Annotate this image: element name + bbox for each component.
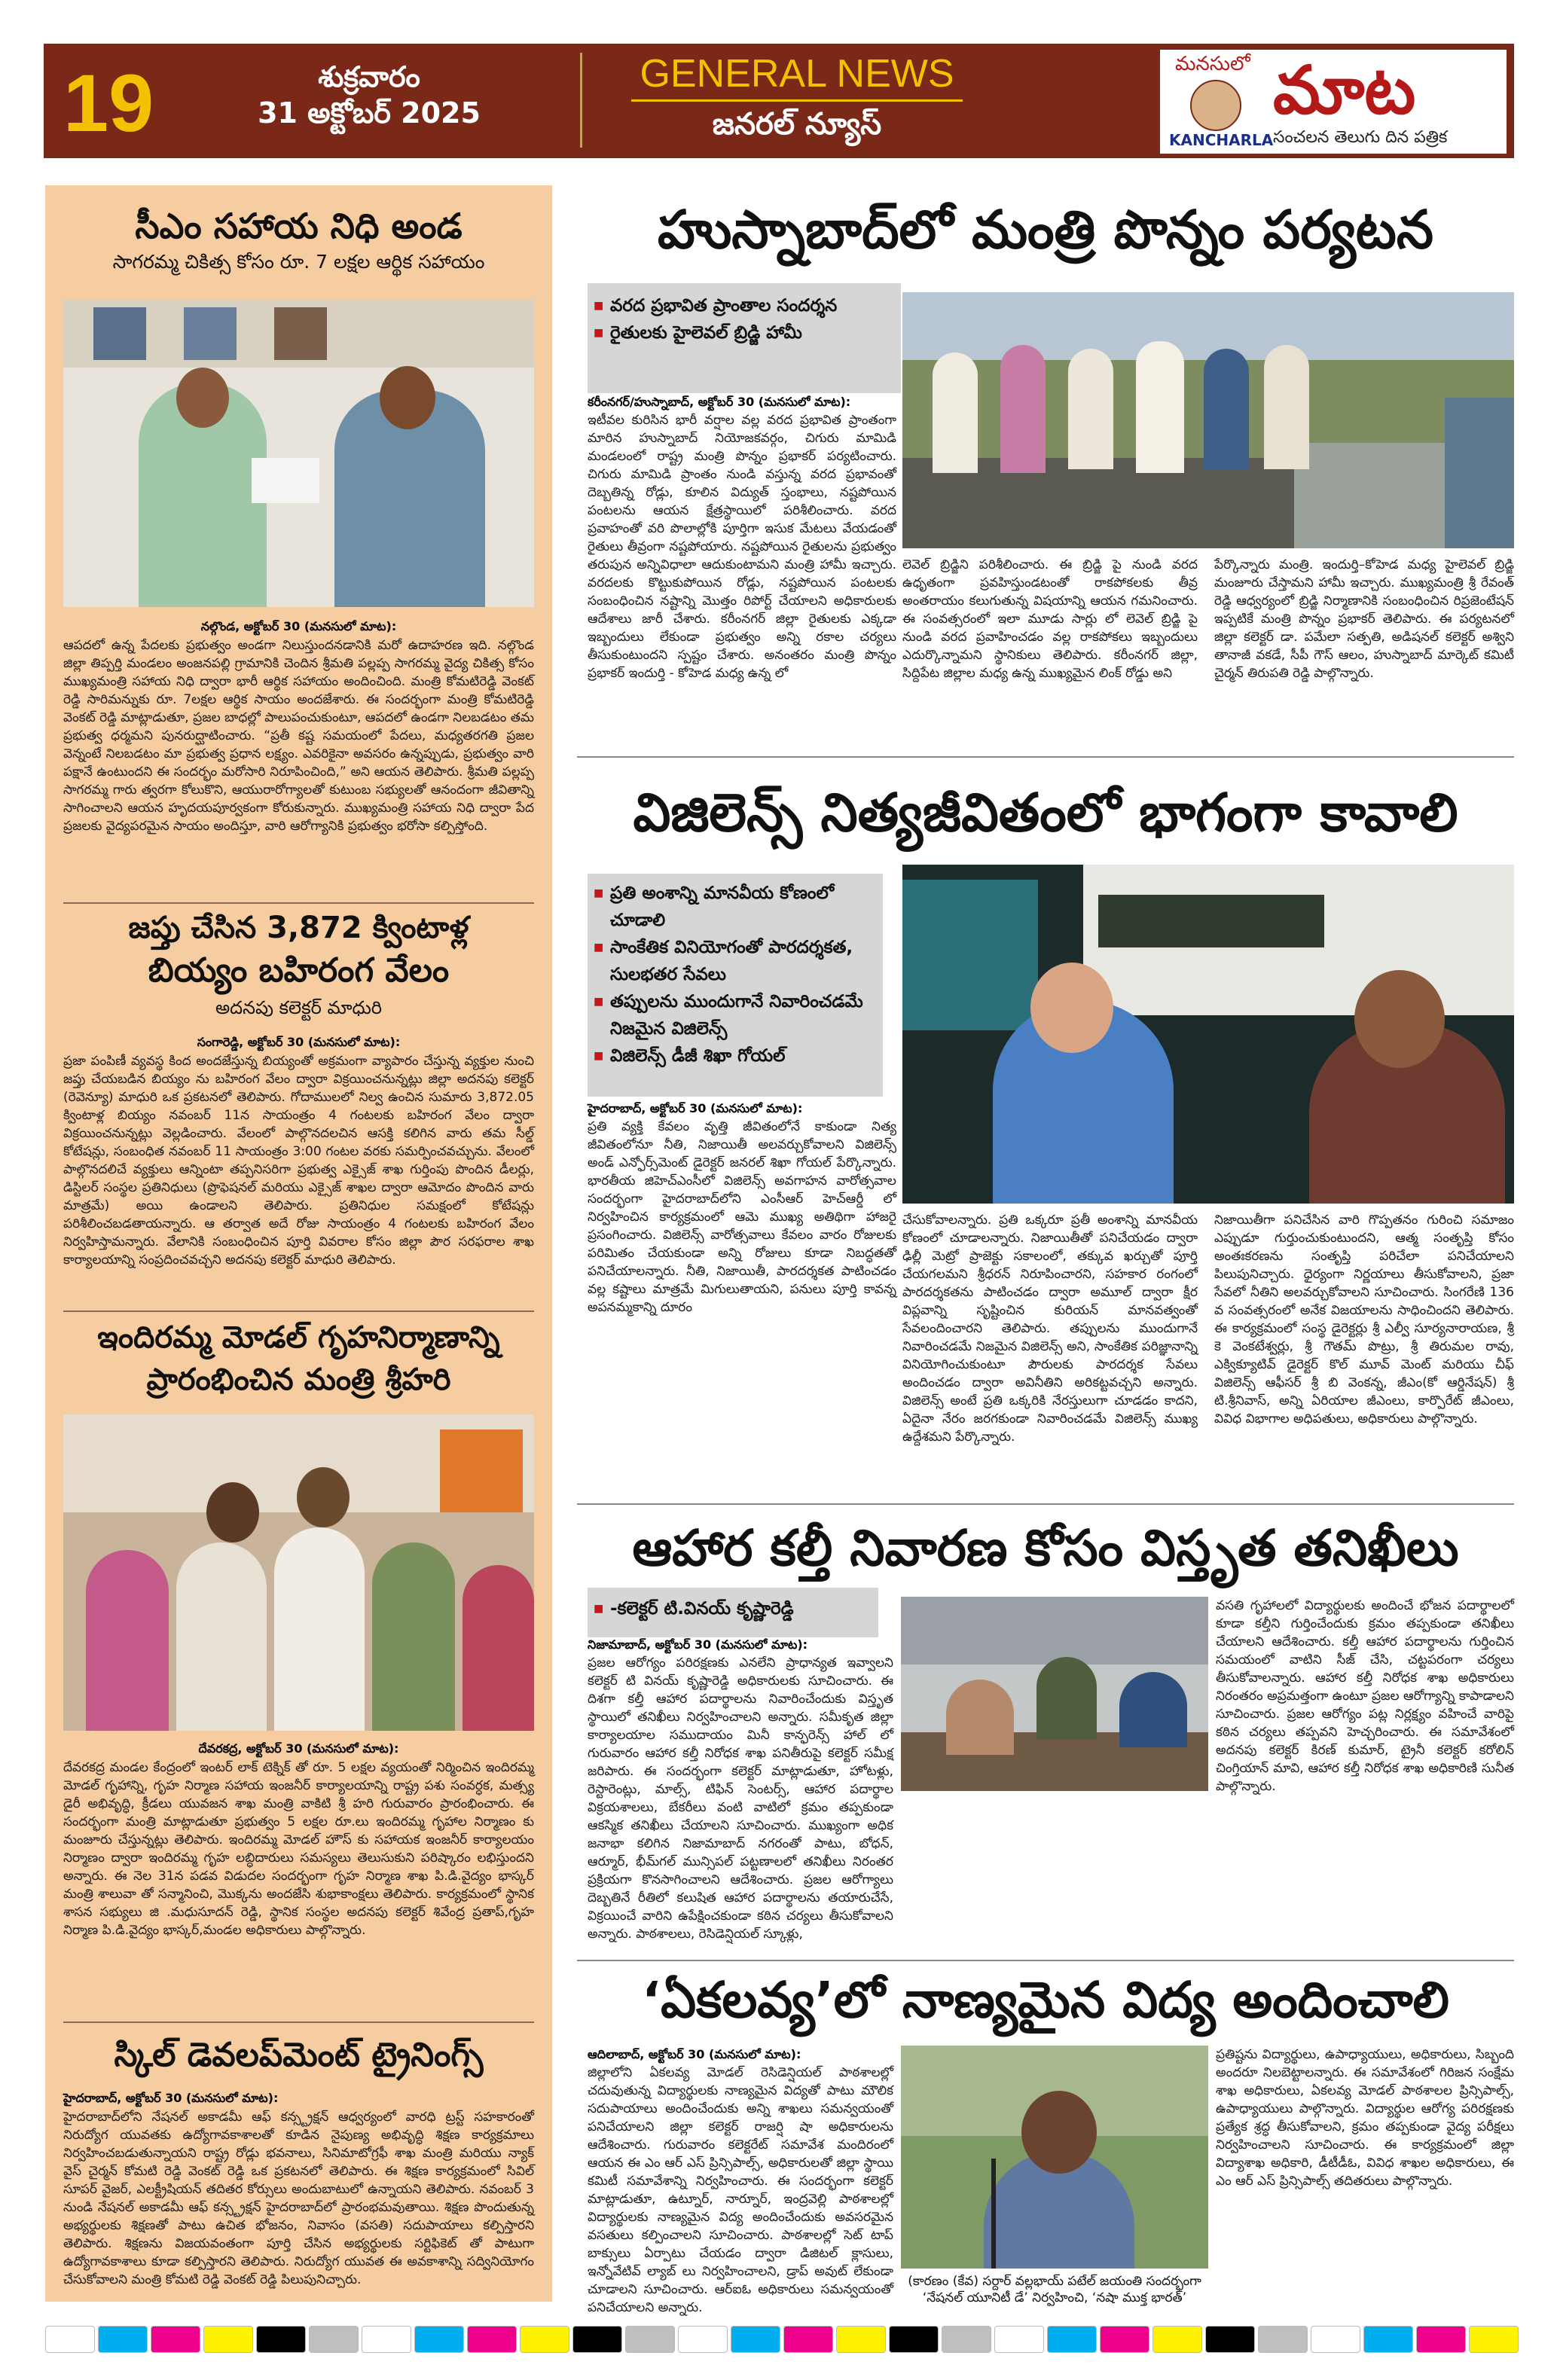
color-swatch [836,2326,886,2353]
color-swatch [1047,2326,1097,2353]
highlight-item: ■ సాంకేతిక వినియోగంతో పారదర్శకత, సులభతర సేవలు [588,934,883,988]
dateline: హైదరాబాద్, అక్టోబర్ 30 (మనసులో మాట): [588,1101,803,1115]
logo-title: మాట [1273,51,1416,129]
headline-vigilance: విజిలెన్స్ నిత్యజీవితంలో భాగంగా కావాలి [633,782,1458,844]
date: 31 అక్టోబర్ 2025 [258,96,481,130]
article2-col2: చేసుకోవాలన్నారు. ప్రతి ఒక్కరూ ప్రతీ అంశాన్ని మానవీయ కోణంలో చూడాలన్నారు. నిజాయితీతో పనిచేయడం ద్వారా ఢిల్లీ మెట్రో ప్రాజెక్టు సకాలంలో, తక్కువ ఖర్చుతో పూర్తి చేయగలమని శ్రీధరన్ నిరూపించారని, సహకార రంగంలో పారదర్శకతను పాటించడం ద్వారా అమూల్ ద్వారా క్షీర విప్లవాన్ని సృష్టించిన కురియన్ మానవత్వంతో సేవలందించారని తెలిపారు. తప్పులను ముందుగానే నివారించడమే నిజమైన విజిలెన్స్ అని, సాంకేతిక పరిజ్ఞానాన్ని వినియోగించుకుంటూ పౌరులకు పారదర్శక సేవలు అందించడం ద్వారా అవినీతిని అరికట్టవచ్చని అన్నారు. విజిలెన్స్ అంటే ప్రతి ఒక్కరికి నేరస్తులుగా చూడడం కాదని, ఏదైనా నేరం జరగకుండా నివారించడమే విజిలెన్స్ ముఖ్య ఉద్దేశమని పేర్కొన్నారు. [902,1213,1198,1445]
issue-date [226,59,512,131]
article4-col1 [588,2046,893,2315]
highlight-item: ■ విజిలెన్స్ డీజీ శిఖా గోయల్ [588,1042,883,1069]
color-swatch [783,2326,833,2353]
left-column [45,185,552,2302]
dateline: హైదరాబాద్, అక్టోబర్ 30 (మనసులో మాట): [63,2091,279,2105]
article3-col1-continued [901,1799,1208,1952]
weekday: శుక్రవారం [318,60,420,93]
story-skill-development [45,2029,552,2082]
flood-inspection-photo [902,292,1514,548]
story3-body [63,1741,534,1939]
story1-body [63,619,534,835]
highlight-item: ■ -కలెక్టర్ టి.వినయ్ కృష్ణారెడ్డి [588,1595,878,1622]
color-swatch [572,2326,622,2353]
article-text: ప్రతి వ్యక్తి కేవలం వృత్తి జీవితంలోనే కాకుండా నిత్య జీవితంలోనూ నీతి, నిజాయితీ అలవర్చుకోవాలని విజిలెన్స్ అండ్ ఎన్ఫోర్స్‌మెంట్ డైరెక్టర్ జనరల్ శిఖా గోయల్ పేర్కొన్నారు. భారతీయ జిహెచ్ఎంసీలో విజిలెన్స్ అవగాహన వారోత్సవాల సందర్భంగా హైదరాబాద్‌లోని ఎంసీఆర్ హెచ్ఆర్డీ లో నిర్వహించిన కార్యక్రమంలో ఆమె ముఖ్య అతిథిగా హాజరై ప్రసంగించారు. విజిలెన్స్ వారోత్సవాలు కేవలం వారం రోజులకు పరిమితం చేయకుండా అన్ని రోజులు కూడా నిబద్ధతతో పనిచేయాలన్నారు. నీతి, నిజాయితీ, పారదర్శకత పాటించడం వల్ల కష్టాలు మాత్రమే మిగులుతాయని, పనులు పూర్తి కావన్న అపనమ్మకాన్ని దూరం [588,1119,896,1315]
highlight-box [588,283,901,393]
article-text: ఇటీవల కురిసిన భారీ వర్షాల వల్ల వరద ప్రభావిత ప్రాంతంగా మారిన హుస్నాబాద్ నియోజకవర్గం, చిగురు మామిడి మండలంలో రాష్ట్ర మంత్రి పొన్నం ప్రభాకర్ పర్యటించారు. చిగురు మామిడి ప్రాంతం నుండి వస్తున్న వరద ప్రభావంతో దెబ్బతిన్న రోడ్లు, కూలిన విద్యుత్ స్తంభాలు, నష్టపోయిన పంటలను ఆయన క్షేత్రస్థాయిలో పరిశీలించారు. వరద ప్రవాహంతో వరి పొలాల్లోకి పూర్తిగా ఇసుక మేటలు వేయడంతో రైతులు తీవ్రంగా నష్టపోయారు. నష్టపోయిన రైతులను ప్రభుత్వం తరుపున అన్నివిధాలా ఆదుకుంటామని మంత్రి హామీ ఇచ్చారు. వరదలకు కొట్టుకుపోయిన రోడ్లు, నష్టపోయిన పంటలకు సంబంధించిన నష్టాన్ని మొత్తం రిపోర్ట్ చేయాలని అధికారులకు ఆదేశాలు జారీ చేశారు. కరీంనగర్ జిల్లా రైతులకు ఎక్కడా ఇబ్బందులు లేకుండా ప్రభుత్వం అన్ని రకాల చర్యలు తీసుకుంటుందని స్పష్టం చేశారు. అనంతరం మంత్రి పొన్నం ప్రభాకర్ ఇందుర్తి - కోహెడ మధ్య ఉన్న లో [588,413,896,681]
color-swatch [414,2326,464,2353]
page-number: 19 [63,57,154,148]
article1-col1 [588,393,896,755]
color-swatch [309,2326,359,2353]
story-title: సీఎం సహాయ నిధి అండ [135,206,463,246]
photo-caption: (కారణం (కేవ) సర్దార్ వల్లభాయ్ పటేల్ జయంతి సందర్భంగా ‘నేషనల్ యూనిటీ డే’ నిర్వహించి, ‘నషా ముక్త భారత్’ [908,2274,1201,2305]
article1-col3: పేర్కొన్నారు మంత్రి. ఇందుర్తి–కోహెడ మధ్య హైలెవల్ బ్రిడ్జి మంజూరు చేస్తామని హామీ ఇచ్చారు. ముఖ్యమంత్రి శ్రీ రేవంత్ రెడ్డి ఆధ్వర్యంలో బ్రిడ్జి నిర్మాణానికి సంబంధించిన రిప్రజెంటేషన్ ఇప్పటికే మంత్రి పొన్నం ప్రభాకర్ తెలిపారు. ఈ పర్యటనలో జిల్లా కలెక్టర్ డా. పమేలా సత్పతి, అడిషనల్ కలెక్టర్ అశ్విని తానాజీ వకడే, సీపీ గౌస్ ఆలం, హుస్నాబాద్ మార్కెట్ కమిటీ చైర్మన్ తిరుపతి రెడ్డి పాల్గొన్నారు. [1214,557,1514,681]
color-swatch [1363,2326,1413,2353]
section-en: GENERAL NEWS [640,52,954,96]
highlight-item: ■ రైతులకు హైలెవల్ బ్రిడ్జి హామీ [588,319,901,346]
divider [63,1311,534,1312]
divider [63,2021,534,2023]
headline-ekalavya: ‘ఏకలవ్య’లో నాణ్యమైన విద్య అందించాలి [642,1971,1449,2029]
divider [63,902,534,904]
review-meeting-photo [901,1597,1208,1791]
color-swatch [942,2326,991,2353]
masthead-divider [580,53,582,148]
section-te: జనరల్ న్యూస్ [712,107,882,142]
story-title-line1: ఇందిరమ్మ మోడల్ గృహనిర్మాణాన్ని [97,1320,500,1355]
story-title: స్కిల్ డెవలప్‌మెంట్ ట్రైనింగ్స్ [114,2036,484,2074]
section-rule [631,99,963,102]
color-swatch [889,2326,939,2353]
article3-col2: వసతి గృహాలలో విద్యార్థులకు అందించే భోజన పదార్థాలలో కూడా కల్తీని గుర్తించేందుకు క్రమం తప్పకుండా తనిఖీలు చేయాలని ఆదేశించారు. కల్తీ ఆహార పదార్థాలను గుర్తించిన సమయంలో వాటిని సీజ్ చేసి, చట్టపరంగా చర్యలు తీసుకోవాలన్నారు. ఆహార కల్తీ నిరోధక శాఖ అధికారులు నిరంతరం అప్రమత్తంగా ఉంటూ ప్రజల ఆరోగ్యాన్ని కాపాడాలని సూచించారు. ప్రజల ఆరోగ్యం పట్ల నిర్లక్ష్యం వహించే వారిపై కఠిన చర్యలు తప్పవని హెచ్చరించారు. ఈ సమావేశంలో అదనపు కలెక్టర్ కిరణ్ కుమార్, ట్రైనీ కలెక్టర్ కరోలిన్ చింగ్తియాన్ మావి, ఆహార కల్తీ నిరోధక శాఖ అధికారిణి సునీత పాల్గొన్నారు. [1216,1598,1514,1794]
dateline: దేవరకద్ర, అక్టోబర్ 30 (మనసులో మాట): [198,1741,399,1756]
section-label [609,50,985,152]
story-indiramma-house [45,1317,552,1401]
color-swatch [1152,2326,1202,2353]
dateline: నల్గొండ, అక్టోబర్ 30 (మనసులో మాట): [200,619,397,633]
divider [577,1503,1514,1505]
story-cm-relief [45,203,552,276]
story-subtitle: సాగరమ్మ చికిత్స కోసం రూ. 7 లక్షల ఆర్థిక సహాయం [112,251,485,273]
color-swatch [1258,2326,1308,2353]
story2-body [63,1035,534,1269]
color-swatch [1311,2326,1360,2353]
founder-portrait-icon [1190,80,1241,131]
article1-col2: లెవెల్ బ్రిడ్జిని పరిశీలించారు. ఈ బ్రిడ్జి పై నుండి వరద ఉధృతంగా ప్రవహిస్తుండటంతో రాకపోకలకు తీవ్ర అంతరాయం కలుగుతున్న విషయాన్ని ఆయన గమనించారు. ఈ సంవత్సరంలో ఇలా మూడు సార్లు లో లెవెల్ బ్రిడ్జి పై నుండి వరద ప్రవాహించడం వల్ల రాకపోకలు ఇబ్బందులు ఎదుర్కొన్నామని స్థానికులు తెలిపారు. కరీంనగర్ జిల్లా, సిద్దిపేట జిల్లాల మధ్య ఉన్న ముఖ్యమైన లింక్ రోడ్డు అని [902,557,1198,681]
color-swatch [625,2326,675,2353]
color-swatch [256,2326,306,2353]
collector-speaking-photo [901,2046,1208,2269]
color-swatch [203,2326,253,2353]
story4-body [63,2091,534,2289]
story-title-line1: జప్తు చేసిన 3,872 క్వింటాళ్ల [128,911,469,945]
color-swatch [45,2326,95,2353]
color-swatch [520,2326,569,2353]
color-swatch [994,2326,1044,2353]
story-body: ఆపదలో ఉన్న పేదలకు ప్రభుత్వం అండగా నిలుస్తుందనడానికి మరో ఉదాహరణ ఇది. నల్గొండ జిల్లా తిప్పర్తి మండలం అంజనపల్లి గ్రామానికి చెందిన శ్రీమతి పల్లప్ప సాగరమ్మ వైద్య చికిత్స కోసం ముఖ్యమంత్రి సహాయ నిధి ద్వారా భారీ ఆర్థిక సహాయం అందించింది. మంత్రి కోమటిరెడ్డి వెంకట్ రెడ్డి సారిమన్నుకు రూ. 7లక్షల ఆర్థిక సాయం అందజేశారు. ఈ సందర్భంగా మంత్రి కోమటిరెడ్డి వెంకట్ రెడ్డి మాట్లాడుతూ, ప్రజల బాధల్లో పాలుపంచుకుంటూ, ఆపదలో ఉండగా నిలబడటం తమ ప్రభుత్వ ధర్మమని పునరుద్ఘాటించారు. “ప్రతీ కష్ట సమయంలో పేదలు, మధ్యతరగతి ప్రజల వెన్నంటే నిలబడటం మా ప్రభుత్వ ప్రధాన లక్ష్యం. ఎవరికైనా అవసరం ఉన్నప్పుడు, ప్రభుత్వం వారి పక్షానే ఉంటుందని ఈ సందర్భం మరోసారి నిరూపించింది,” అని ఆయన తెలిపారు. శ్రీమతి పల్లప్ప సాగరమ్మ గారు త్వరగా కోలుకొని, ఆయురారోగ్యాలతో కుటుంబ సభ్యులతో ఆనందంగా జీవితాన్ని సాగించాలని ఆయన హృదయపూర్వకంగా కోరుకున్నారు. ముఖ్యమంత్రి సహాయ నిధి ద్వారా పేద ప్రజలకు వైద్యపరమైన సాయం అందిస్తూ, వారి ఆరోగ్యానికి ప్రభుత్వం భరోసా కల్పిస్తోంది. [63,638,534,834]
color-swatch [98,2326,148,2353]
article2-col1 [588,1100,896,1499]
article-text: జిల్లాలోని ఏకలవ్య మోడల్ రెసిడెన్షియల్ పాఠశాలల్లో చదువుతున్న విద్యార్థులకు నాణ్యమైన విద్యతో పాటు మౌలిక సదుపాయాలు అందించేందుకు అన్ని శాఖలు సమన్వయంతో పనిచేయాలని జిల్లా కలెక్టర్ రాజర్షి షా అధికారులను ఆదేశించారు. గురువారం కలెక్టరేట్ సమావేశ మందిరంలో ఆయన ఈ ఎం ఆర్ ఎస్ ప్రిన్సిపాల్స్, అధికారులతో జిల్లా స్థాయి కమిటీ సమావేశాన్ని నిర్వహించారు. ఈ సందర్భంగా కలెక్టర్ మాట్లాడుతూ, ఉట్నూర్, నార్నూర్, ఇంద్రవెల్లి పాఠశాలల్లో విద్యార్థులకు నాణ్యమైన విద్య అందించేందుకు అవసరమైన వసతులు కల్పించాలని సూచించారు. పాఠశాలల్లో సెట్ టాప్ బాక్సులు ఏర్పాటు చేయడం ద్వారా డిజిటల్ క్లాసులు, ఇన్నోవేటివ్ ల్యాబ్ లు నిర్వహించాలని, డ్రాప్ అవుట్ లేకుండా చూడాలని సూచించారు. ఆర్‌ఐఓ అధికారులు సమన్వయంతో పనిచేయాలని అన్నారు. [588,2065,893,2315]
highlight-box [588,874,883,1097]
dateline: నిజామాబాద్, అక్టోబర్ 30 (మనసులో మాట): [588,1637,808,1652]
story-body: ప్రజా పంపిణీ వ్యవస్థ కింద అందజేస్తున్న బియ్యంతో అక్రమంగా వ్యాపారం చేస్తున్న వ్యక్తుల నుంచి జప్తు చేయబడిన బియ్యం ను బహిరంగ వేలం ద్వారా విక్రయించనున్నట్లు జిల్లా అదనపు కలెక్టర్ (రెవెన్యూ) మాధురి ఒక ప్రకటనలో తెలిపారు. గోదాములలో నిల్వ ఉంచిన సుమారు 3,872.05 క్వింటాళ్ల బియ్యం నవంబర్ 11న సాయంత్రం 4 గంటలకు బహిరంగ వేలం ద్వారా విక్రయించనున్నట్లు వెల్లడించారు. వేలంలో పాల్గొనదలచిన ఆసక్తి కలిగిన వారు తమ సీల్డ్ కోటేషన్లు, సంబంధిత నవంబర్ 11 సాయంత్రం 3:00 గంటల వరకు సమర్పించవచ్చును. వేలంలో పాల్గొనదలిచే వ్యక్తులు ఆన్నింటా తప్పనిసరిగా ప్రభుత్వ ఎక్సైజ్ శాఖ గుర్తింపు పొందిన డీలర్లు, డిస్టిలర్ సంస్థల ప్రతినిధులు (ప్రొఫెషనల్ మరియు ఎక్సైజ్ శాఖల ద్వారా ఆమోదం పొందిన వారు మాత్రమే) అయి ఉండాలని తెలిపారు. ప్రతినిధుల సమక్షంలో కోటేషన్లు పరిశీలించబడతాయన్నారు. ఆ తర్వాత అదే రోజు సాయంత్రం 4 గంటలకు బహిరంగ వేలం నిర్వహిస్తామన్నారు. వేలానికి సంబంధించిన పూర్తి వివరాల కోసం జిల్లా పౌర సరఫరాల శాఖ కార్యాలయాన్ని సంప్రదించవచ్చని అదనపు కలెక్టర్ మాధురి తెలిపారు. [63,1054,534,1268]
highlight-box [588,1588,878,1637]
color-swatch [467,2326,517,2353]
story-body: హైదరాబాద్‌లోని నేషనల్ అకాడమీ ఆఫ్ కన్స్ట్రక్షన్ ఆధ్వర్యంలో వారధి ట్రస్ట్ సహకారంతో నిరుద్యోగ యువతకు ఉద్యోగావకాశాలతో కూడిన నైపుణ్య అభివృద్ధి శిక్షణ కార్యక్రమాలు నిర్వహించబడుతున్నాయని రాష్ట్ర రోడ్లు భవనాలు, సినిమాటోగ్రఫీ శాఖ మంత్రి మరియు న్యాక్ వైస్ చైర్మన్ కోమటి రెడ్డి వెంకట్ రెడ్డి ఒక ప్రకటనలో తెలిపారు. ఈ శిక్షణ కార్యక్రమంలో సివిల్ సూపర్ వైజర్, ఎలక్ట్రీషియన్ తదితర కోర్సులు అందుబాటులో ఉన్నాయని తెలిపారు. నవంబర్ 3 నుండి నేషనల్ అకాడమీ ఆఫ్ కన్స్ట్రక్షన్ హైదరాబాద్‌లో ప్రారంభమవుతాయి. శిక్షణ పొందుతున్న అభ్యర్థులకు శిక్షణతో పాటు ఉచిత భోజనం, నివాసం (వసతి) సదుపాయాలు కల్పిస్తారని తెలిపారు. శిక్షణను విజయవంతంగా పూర్తి చేసిన అభ్యర్థులకు సర్టిఫికెట్ తో పాటుగా ఉద్యోగావకాశాలు కూడా కల్పిస్తారని తెలిపారు. నిరుద్యోగ యువత ఈ అవకాశాన్ని సద్వినియోగం చేసుకోవాలని మంత్రి కోమటి రెడ్డి వెంకట్ రెడ్డి పిలుపునిచ్చారు. [63,2110,534,2287]
article-text: ప్రజల ఆరోగ్యం పరిరక్షణకు ఎనలేని ప్రాధాన్యత ఇవ్వాలని కలెక్టర్ టి వినయ్ కృష్ణారెడ్డి అధికారులకు సూచించారు. ఈ దిశగా కల్తీ ఆహార పదార్థాలను నివారించేందుకు విస్తృత స్థాయిలో తనిఖీలు నిర్వహించాలని అన్నారు. సమీకృత జిల్లా కార్యాలయాల సముదాయం మినీ కాన్ఫరెన్స్ హాల్ లో గురువారం ఆహార కల్తీ నిరోధక శాఖ పనితీరుపై కలెక్టర్ సమీక్ష జరిపారు. ఈ సందర్భంగా కలెక్టర్ మాట్లాడుతూ, హోటళ్లు, రెస్టారెంట్లు, మాల్స్, టిఫిన్ సెంటర్స్, ఆహార పదార్థాల విక్రయశాలలు, బేకరీలు వంటి వాటిలో క్రమం తప్పకుండా ఆకస్మిక తనిఖీలు చేయాలని సూచించారు. ముఖ్యంగా అధిక జనాభా కలిగిన నిజామాబాద్ నగరంతో పాటు, బోధన్, ఆర్మూర్, భీమ్‌గల్ మున్సిపల్ పట్టణాలలో తనిఖీలు నిరంతర ప్రక్రియగా కొనసాగించాలని ఆదేశించారు. ప్రజల ఆరోగ్యాలు దెబ్బతినే రీతిలో కలుషిత ఆహార పదార్థాలను తయారుచేసే, విక్రయించే వారిని ఉపేక్షించకుండా కఠిన చర్యలు తీసుకోవాలని అన్నారు. పాఠశాలలు, రెసిడెన్షియల్ స్కూళ్లు, [588,1655,893,1942]
color-swatch [1416,2326,1466,2353]
color-swatch [1205,2326,1255,2353]
article4-col2: ప్రతిష్టను విద్యార్థులు, ఉపాధ్యాయులు, అధికారులు, సిబ్బంది అందరూ నిలబెట్టాలన్నారు. ఈ సమావేశంలో గిరిజన సంక్షేమ శాఖ అధికారులు, ఏకలవ్య మోడల్ పాఠశాలల ప్రిన్సిపాల్స్, ఉపాధ్యాయులు పాల్గొన్నారు. విద్యార్థుల ఆరోగ్య పరిరక్షణకు ప్రత్యేక శ్రద్ధ తీసుకోవాలని, క్రమం తప్పకుండా వైద్య పరీక్షలు నిర్వహించాలని సూచించారు. ఈ కార్యక్రమంలో జిల్లా విద్యాశాఖ అధికారి, డీటీడీఓ, వివిధ శాఖల అధికారులు, ఈ ఎం ఆర్ ఎస్ ప్రిన్సిపాల్స్ తదితరులు పాల్గొన్నారు. [1216,2047,1514,2189]
logo-name: KANCHARLA [1169,131,1274,149]
article3-col1 [588,1636,893,1952]
vigilance-event-photo [902,865,1514,1204]
color-swatch [1469,2326,1519,2353]
article2-col3: నిజాయితీగా పనిచేసిన వారి గొప్పతనం గురించి సమాజం ఎప్పుడూ గుర్తుంచుకుంటుందని, ఆత్మ సంతృప్తి కోసం అంతఃకరణను సంతృప్తి పరిచేలా పనిచేయాలని పిలుపునిచ్చారు. ధైర్యంగా నిర్ణయాలు తీసుకోవాలని, ప్రజా సేవలో నీతిని అలవర్చుకోవాలని సూచించారు. సింగరేణి 136 వ సంవత్సరంలో అనేక విజయాలను సాధించిందని తెలిపారు. ఈ కార్యక్రమంలో సంస్థ డైరెక్టర్లు శ్రీ ఎల్వీ సూర్యనారాయణ, శ్రీ కె వెంకటేశ్వర్లు, శ్రీ గౌతమ్ పొట్రు, శ్రీ తిరుమల రావు, ఎక్విక్యూటివ్ డైరెక్టర్ కొల్ మూవ్ మెంట్ మరియు చీఫ్ విజిలెన్స్ ఆఫీసర్ శ్రీ బి వెంకన్న, జీఎం(కో ఆర్డినేషన్) శ్రీ టి.శ్రీనివాస్, అన్ని ఏరియాల జీఎంలు, కార్పొరేట్ జీఎంలు, వివిధ విభాగాల అధిపతులు, అధికారులు పాల్గొన్నారు. [1214,1213,1514,1426]
highlight-item: ■ వరద ప్రభావిత ప్రాంతాల సందర్శన [588,292,901,319]
logo-prefix: మనసులో [1175,53,1250,75]
color-swatch [151,2326,200,2353]
story-title-line2: ప్రారంభించిన మంత్రి శ్రీహరి [146,1362,451,1397]
color-swatch [678,2326,728,2353]
highlight-item: ■ తప్పులను ముందుగానే నివారించడమే నిజమైన విజిలెన్స్ [588,988,883,1042]
dateline: కరీంనగర్/హుస్నాబాద్, అక్టోబర్ 30 (మనసులో మాట): [588,395,851,409]
headline-food-adulteration: ఆహార కల్తీ నివారణ కోసం విస్తృత తనిఖీలు [632,1519,1459,1577]
divider [577,756,1514,758]
headline-husnabad: హుస్నాబాద్‌లో మంత్రి పొన్నం పర్యటన [658,199,1433,261]
dateline: సంగారెడ్డి, అక్టోబర్ 30 (మనసులో మాట): [197,1035,401,1049]
color-swatch [731,2326,780,2353]
story-subtitle: అదనపు కలెక్టర్ మాధురి [215,997,383,1018]
cheque-handover-photo [63,300,534,607]
color-swatch [1100,2326,1149,2353]
story-title-line2: బియ్యం బహిరంగ వేలం [148,951,450,990]
logo-tagline: సంచలన తెలుగు దిన పత్రిక [1273,128,1448,147]
highlight-item: ■ ప్రతి అంశాన్ని మానవీయ కోణంలో చూడాలి [588,880,883,934]
story-rice-auction [45,907,552,1023]
house-inauguration-photo [63,1414,534,1731]
story-body: దేవరకద్ర మండల కేంద్రంలో ఇంటర్ లాక్ టెక్నిక్ తో రూ. 5 లక్షల వ్యయంతో నిర్మించిన ఇందిరమ్మ మోడల్ గృహాన్ని, గృహ నిర్మాణ సహాయ ఇంజనీర్ కార్యాలయాన్ని రాష్ట్ర పశు సంవర్ధక, మత్స్య డైరీ అభివృద్ధి, క్రీడలు యువజన శాఖ మంత్రి వాకిటి శ్రీ హరి గురువారం ప్రారంభించారు. ఈ సందర్భంగా మంత్రి మాట్లాడుతూ ప్రభుత్వం 5 లక్షల రూ.లు ఇందిరమ్మ గృహాల నిర్మాణం కు మంజూరు చేస్తున్నట్లు తెలిపారు. ఇందిరమ్మ మోడల్ హౌస్ కు సహాయక ఇంజనీర్ కార్యాలయం నిర్మాణం ద్వారా ఇందిరమ్మ గృహ లబ్ధిదారులు సమస్యలు తెలుసుకుని పరిష్కారం లభిస్తుందని అన్నారు. ఈ నెల 31న పడవ విడుదల సందర్భంగా గృహ నిర్మాణ శాఖ పి.డి.వైద్యం భాస్కర్ మంత్రి శాలువా తో సన్మానించి, మొక్కను అందజేసి శుభాకాంక్షలు తెలిపారు. కార్యక్రమంలో స్థానిక శాసన సభ్యులు జి .మధుసూదన్ రెడ్డి, స్థానిక సంస్థల అదనపు కలెక్టర్ శివేంద్ర ప్రతాప్,గృహ నిర్మాణ పి.డి.వైద్యం భాస్కర్,మండల అధికారులు పాల్గొన్నారు. [63,1760,534,1938]
color-swatch [362,2326,411,2353]
dateline: ఆదిలాబాద్, అక్టోబర్ 30 (మనసులో మాట): [588,2047,801,2061]
newspaper-logo [1160,50,1507,154]
